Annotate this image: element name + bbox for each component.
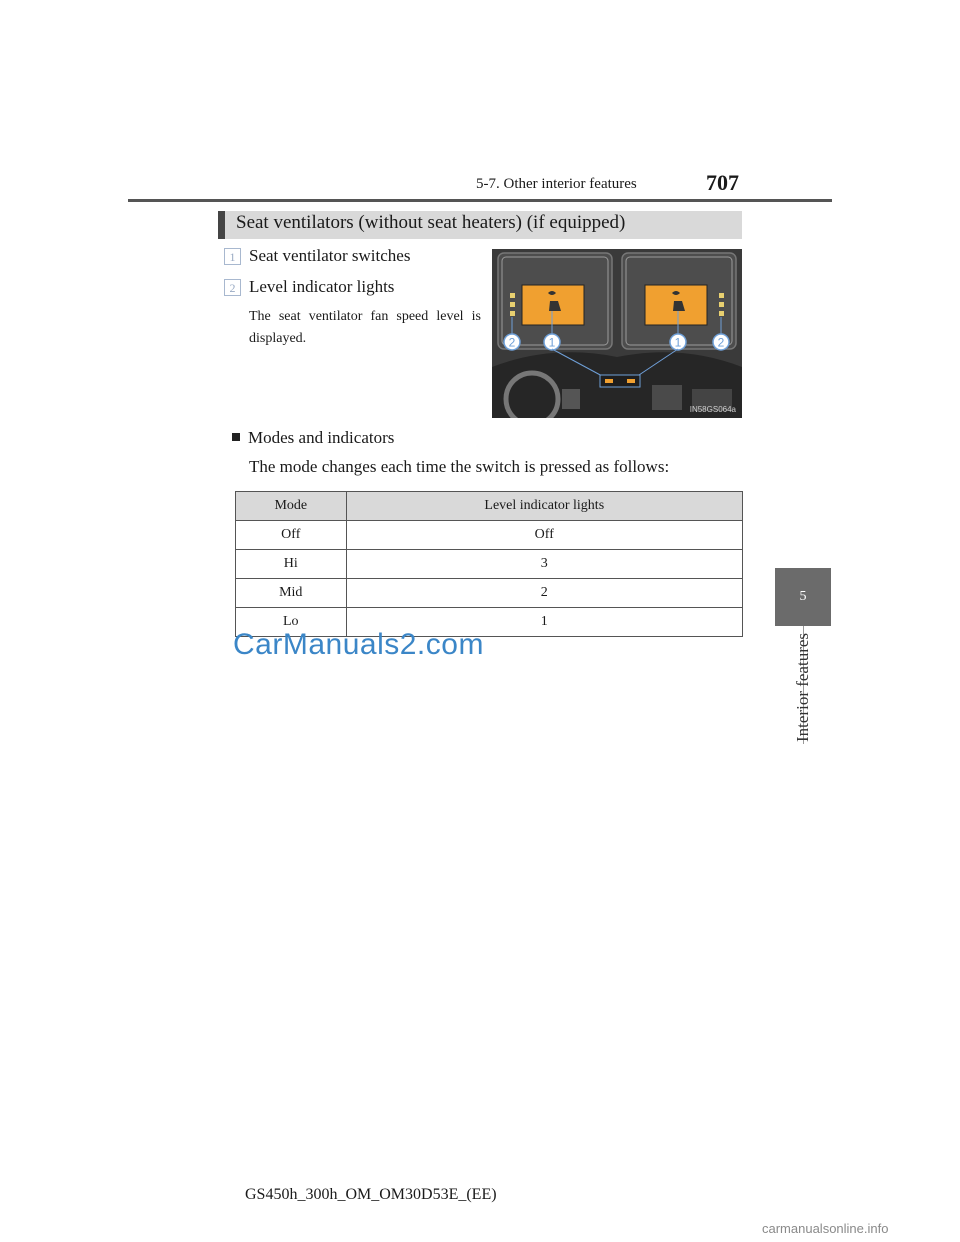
figure-callout: 1 xyxy=(674,335,682,350)
watermark-logo: CarManuals2.com xyxy=(233,628,484,661)
item-label: Seat ventilator switches xyxy=(249,246,411,265)
table-row xyxy=(236,521,743,550)
header-section-title: 5-7. Other interior features xyxy=(476,176,637,192)
item-number-badge: 1 xyxy=(224,248,241,265)
page-number: 707 xyxy=(706,170,739,195)
table-header-row xyxy=(236,492,743,521)
chapter-tab: 5 xyxy=(775,568,831,626)
table-cell: Off xyxy=(346,521,742,550)
table-cell: Lo xyxy=(236,608,347,637)
section-title: Seat ventilators (without seat heaters) (if equipped) xyxy=(236,212,626,233)
figure-callout: 2 xyxy=(508,335,516,350)
table-header-cell: Mode xyxy=(236,492,347,521)
table-cell: 1 xyxy=(346,608,742,637)
section-heading-bar xyxy=(218,211,742,239)
table-cell: Hi xyxy=(236,550,347,579)
table-header-cell: Level indicator lights xyxy=(346,492,742,521)
item-number-badge: 2 xyxy=(224,279,241,296)
header-divider xyxy=(128,199,832,202)
figure-code: IN58GS064a xyxy=(689,405,736,414)
modes-heading xyxy=(232,428,394,448)
item-description: The seat ventilator fan speed level is displayed. xyxy=(249,309,481,346)
seat-ventilator-illustration xyxy=(492,249,742,418)
footer-site: carmanualsonline.info xyxy=(762,1221,889,1236)
modes-table xyxy=(235,491,743,637)
table-cell: Off xyxy=(236,521,347,550)
figure-callout: 1 xyxy=(548,335,556,350)
modes-heading-text: Modes and indicators xyxy=(248,428,395,447)
table-cell: Mid xyxy=(236,579,347,608)
chapter-label: Interior features xyxy=(793,632,812,742)
modes-intro: The mode changes each time the switch is pressed as follows: xyxy=(249,457,670,476)
item-label: Level indicator lights xyxy=(249,277,395,296)
table-cell: 2 xyxy=(346,579,742,608)
figure-callout: 2 xyxy=(717,335,725,350)
table-row xyxy=(236,550,743,579)
dashboard-illustration xyxy=(492,249,742,418)
table-row xyxy=(236,579,743,608)
table-cell: 3 xyxy=(346,550,742,579)
manual-code: GS450h_300h_OM_OM30D53E_(EE) xyxy=(245,1186,497,1203)
square-bullet-icon xyxy=(232,433,240,441)
